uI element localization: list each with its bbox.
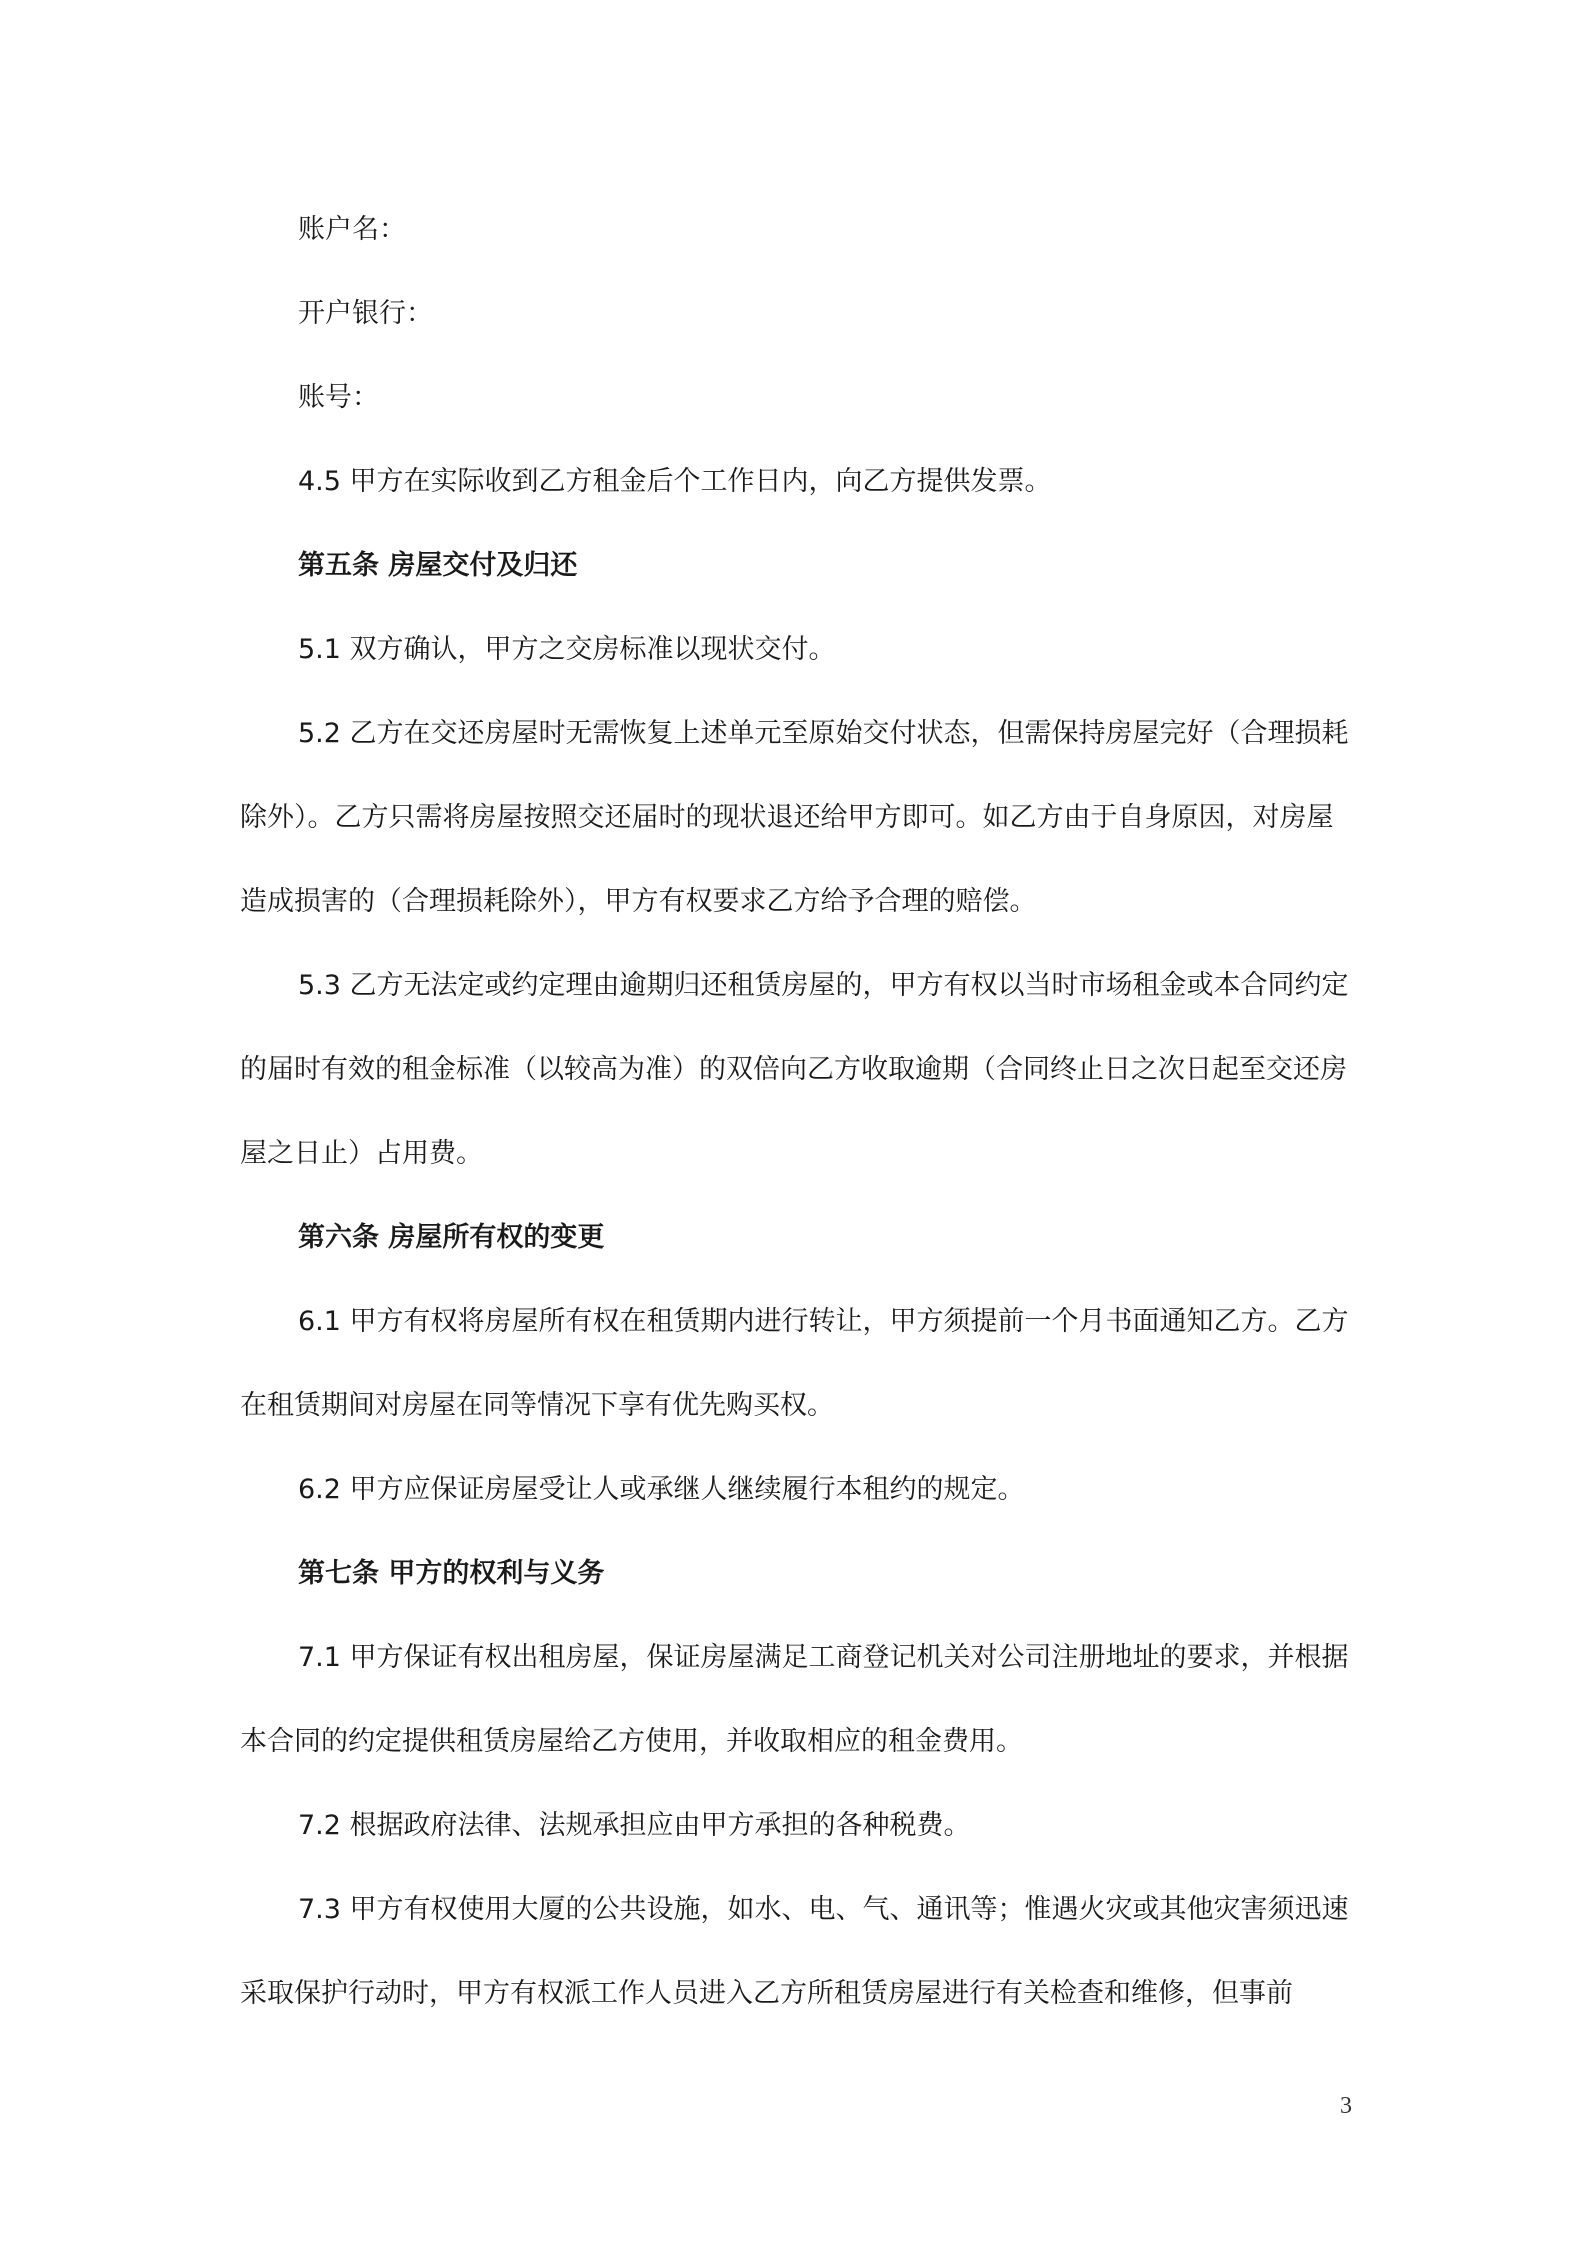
clause-5-3: 5.3 乙方无法定或约定理由逾期归还租赁房屋的，甲方有权以当时市场租金或本合同约定的届时有效的租金标准（以较高为准）的双倍向乙方收取逾期（合同终止日之次日起至交还房屋之日止）占用费。	[240, 970, 1349, 1169]
clause-5-1: 5.1 双方确认，甲方之交房标准以现状交付。	[298, 634, 836, 665]
bank-field: 开户银行：	[298, 298, 433, 329]
clause-7-1: 7.1 甲方保证有权出租房屋，保证房屋满足工商登记机关对公司注册地址的要求，并根据本合同的约定提供租赁房屋给乙方使用，并收取相应的租金费用。	[240, 1642, 1349, 1757]
section-heading-5: 第五条 房屋交付及归还	[298, 550, 578, 581]
clause-4-5: 4.5 甲方在实际收到乙方租金后个工作日内，向乙方提供发票。	[298, 466, 1052, 497]
clause-6-2: 6.2 甲方应保证房屋受让人或承继人继续履行本租约的规定。	[298, 1474, 1025, 1505]
section-heading-6: 第六条 房屋所有权的变更	[298, 1222, 605, 1253]
clause-6-1: 6.1 甲方有权将房屋所有权在租赁期内进行转让，甲方须提前一个月书面通知乙方。乙方在租赁期间对房屋在同等情况下享有优先购买权。	[240, 1306, 1349, 1421]
account-number-field: 账号：	[298, 382, 379, 413]
clause-7-3: 7.3 甲方有权使用大厦的公共设施，如水、电、气、通讯等；惟遇火灾或其他灾害须迅速采取保护行动时，甲方有权派工作人员进入乙方所租赁房屋进行有关检查和维修，但事前	[240, 1894, 1349, 2009]
clause-7-2: 7.2 根据政府法律、法规承担应由甲方承担的各种税费。	[298, 1810, 971, 1841]
section-heading-7: 第七条 甲方的权利与义务	[298, 1558, 605, 1589]
clause-5-2: 5.2 乙方在交还房屋时无需恢复上述单元至原始交付状态，但需保持房屋完好（合理损耗除外）。乙方只需将房屋按照交还届时的现状退还给甲方即可。如乙方由于自身原因，对房屋造成损害的（合理损耗除外），甲方有权要求乙方给予合理的赔偿。	[240, 718, 1349, 917]
account-name-field: 账户名：	[298, 214, 406, 245]
page-number: 3	[1340, 2093, 1352, 2119]
